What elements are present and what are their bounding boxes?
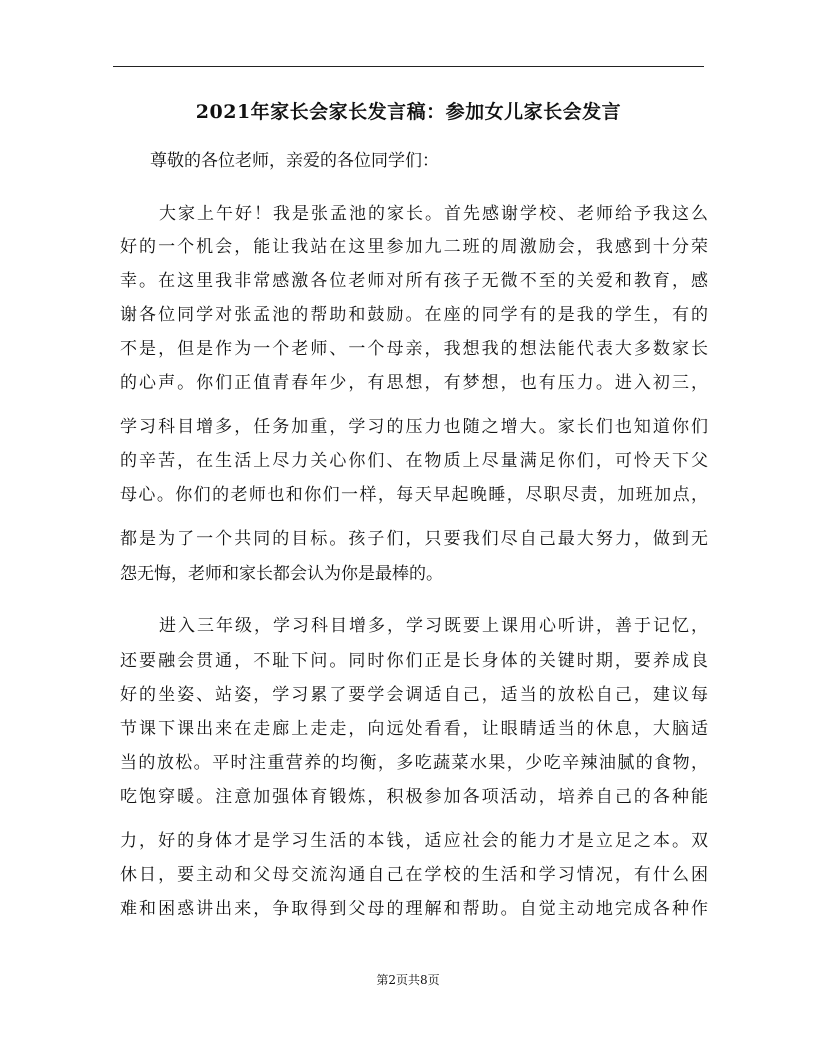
paragraph-line: 当的放松。平时注重营养的均衡，多吃蔬菜水果，少吃辛辣油腻的食物， (120, 753, 708, 773)
paragraph-line: 还要融会贯通，不耻下问。同时你们正是长身体的关键时期，要养成良 (120, 651, 708, 671)
header-rule (113, 66, 704, 67)
paragraph-line: 难和困惑讲出来，争取得到父母的理解和帮助。自觉主动地完成各种作 (120, 899, 708, 919)
paragraph-line: 不是，但是作为一个老师、一个母亲，我想我的想法能代表大多数家长 (120, 339, 708, 359)
page-number-footer: 第2页共8页 (376, 973, 440, 987)
paragraph-line: 的辛苦，在生活上尽力关心你们、在物质上尽量满足你们，可怜天下父 (120, 451, 708, 471)
paragraph-line: 吃饱穿暖。注意加强体育锻炼，积极参加各项活动，培养自己的各种能 (120, 787, 708, 807)
paragraph-line: 好的一个机会，能让我站在这里参加九二班的周激励会，我感到十分荣 (120, 237, 708, 257)
paragraph-line: 节课下课出来在走廊上走走，向远处看看，让眼睛适当的休息，大脑适 (120, 719, 708, 739)
document-title: 2021年家长会家长发言稿：参加女儿家长会发言 (195, 101, 622, 123)
paragraph-line: 大家上午好！我是张孟池的家长。首先感谢学校、老师给予我这么 (159, 204, 708, 224)
paragraph-line: 都是为了一个共同的目标。孩子们，只要我们尽自己最大努力，做到无 (120, 529, 708, 549)
paragraph-line: 的心声。你们正值青春年少，有思想，有梦想，也有压力。进入初三， (120, 373, 708, 393)
paragraph-line: 好的坐姿、站姿，学习累了要学会调适自己，适当的放松自己，建议每 (120, 685, 708, 705)
paragraph-line: 幸。在这里我非常感激各位老师对所有孩子无微不至的关爱和教育，感 (120, 271, 708, 291)
paragraph-line: 力，好的身体才是学习生活的本钱，适应社会的能力才是立足之本。双 (120, 831, 708, 851)
paragraph-line: 怨无悔，老师和家长都会认为你是最棒的。 (120, 564, 443, 584)
paragraph-line: 学习科目增多，任务加重，学习的压力也随之增大。家长们也知道你们 (120, 417, 708, 437)
paragraph-line: 进入三年级，学习科目增多，学习既要上课用心听讲，善于记忆， (159, 616, 708, 636)
paragraph-line: 母心。你们的老师也和你们一样，每天早起晚睡，尽职尽责，加班加点， (120, 485, 708, 505)
salutation: 尊敬的各位老师，亲爱的各位同学们： (150, 151, 439, 171)
paragraph-line: 休日，要主动和父母交流沟通自己在学校的生活和学习情况，有什么困 (120, 865, 708, 885)
paragraph-line: 谢各位同学对张孟池的帮助和鼓励。在座的同学有的是我的学生，有的 (120, 305, 708, 325)
